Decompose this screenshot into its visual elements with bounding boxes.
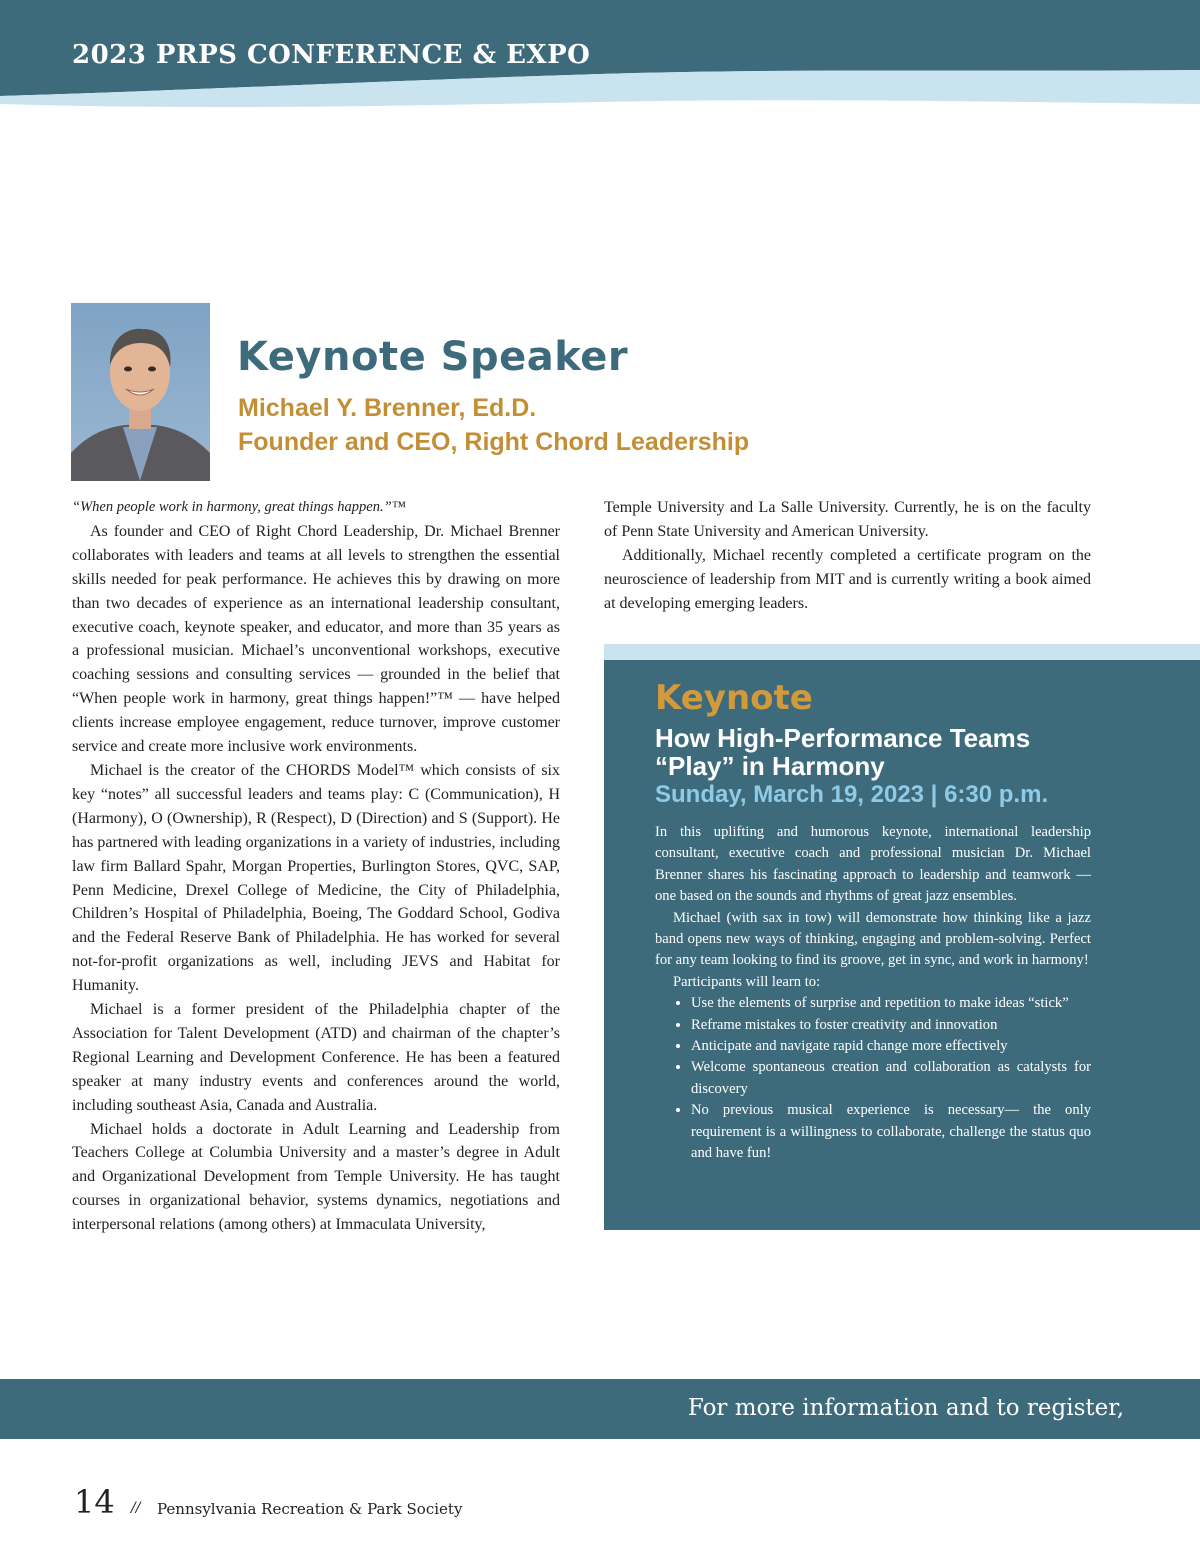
- keynote-title: How High-Performance Teams “Play” in Harmony: [655, 723, 1031, 781]
- keynote-session-box: [604, 644, 1200, 1230]
- register-cta: For more information and to register,: [687, 1395, 1124, 1421]
- bio-paragraph: Michael is a former president of the Philadelphia chapter of the Association for Talent Development (ATD) and chairman of the chapter’s Regional Learning and Development Conference. He has been a featured speaker at many industry events and conferences around the world, including southeast Asia, Canada and Australia.: [72, 1001, 560, 1114]
- list-item: • Welcome spontaneous creation and collaboration as catalysts for discovery: [691, 1057, 1091, 1100]
- bio-right-column: [604, 496, 1091, 616]
- bio-paragraph: Michael holds a doctorate in Adult Learning and Leadership from Teachers College at Columbia University and a master’s degree in Adult and Organizational Development from Temple University. He has taught courses in organizational behavior, systems dynamics, negotiations and interpersonal relations (among others) at Immaculata University,: [72, 1120, 560, 1234]
- keynote-datetime: Sunday, March 19, 2023 | 6:30 p.m.: [655, 781, 1049, 808]
- bio-paragraph: Temple University and La Salle University. Currently, he is on the faculty of Penn State University and American University.: [604, 499, 1091, 540]
- speaker-role: Founder and CEO, Right Chord Leadership: [238, 428, 750, 456]
- list-item: • Use the elements of surprise and repetition to make ideas “stick”: [691, 993, 1091, 1014]
- bio-paragraph: Michael is the creator of the CHORDS Model™ which consists of six key “notes” all successful leaders and teams play: C (Communication), H (Harmony), O (Ownership), R (Respect), D (Direction) and S (Support). He has partnered with leading organizations in a variety of industries, including law firm Ballard Spahr, Morgan Properties, Burlington Stores, QVC, SAP, Penn Medicine, Drexel College of Medicine, the City of Philadelphia, Children’s Hospital of Philadelphia, Boeing, The Goddard School, Godiva and the Federal Reserve Bank of Philadelphia. He has worked for several not-for-profit organizations as well, including JEVS and Habitat for Humanity.: [72, 761, 560, 995]
- list-item: • Anticipate and navigate rapid change more effectively: [691, 1036, 1091, 1057]
- keynote-speaker-heading: Keynote Speaker: [237, 334, 629, 380]
- conference-title: 2023 PRPS CONFERENCE & EXPO: [72, 40, 591, 70]
- bio-paragraph: As founder and CEO of Right Chord Leadership, Dr. Michael Brenner collaborates with leaders and teams at all levels to strengthen the essential skills needed for peak performance. He achieves this by drawing on more than two decades of experience as an international leadership consultant, executive coach, keynote speaker, and educator, and more than 35 years as a professional musician. Michael’s unconventional workshops, executive coaching sessions and consulting services — grounded in the belief that “When people work in harmony, great things happen!”™ — have helped clients increase employee engagement, reduce turnover, improve customer service and create more inclusive work environments.: [72, 522, 560, 756]
- publication-name: Pennsylvania Recreation & Park Society: [157, 1500, 463, 1518]
- bio-left-column: [72, 496, 560, 1237]
- bio-quote: “When people work in harmony, great things happen.”™: [72, 499, 406, 515]
- learn-list: [655, 993, 1091, 1164]
- list-item: • No previous musical experience is necessary— the only requirement is a willingness to collaborate, challenge the status quo and have fun!: [691, 1100, 1091, 1164]
- page-number: 14: [74, 1483, 115, 1521]
- keynote-intro: In this uplifting and humorous keynote, international leadership consultant, executive coach and professional musician Dr. Michael Brenner shares his fascinating approach to leadership and teamwork — one based on the sounds and rhythms of great jazz ensembles.: [655, 824, 1091, 905]
- keynote-description: [655, 822, 1091, 1165]
- page-separator: //: [131, 1500, 141, 1516]
- keynote-demo: Michael (with sax in tow) will demonstrate how thinking like a jazz band opens new ways of thinking, engaging and problem-solving. Perfect for any team looking to find its groove, get in sync, and work in harmony!: [655, 909, 1091, 969]
- register-banner: [0, 1379, 1200, 1439]
- learn-intro: Participants will learn to:: [673, 973, 821, 990]
- list-item: • Reframe mistakes to foster creativity and innovation: [691, 1015, 1091, 1036]
- speaker-name: Michael Y. Brenner, Ed.D.: [238, 394, 537, 422]
- speaker-portrait-image: [71, 303, 210, 481]
- page-header: [0, 0, 1200, 130]
- keynote-label: Keynote: [655, 678, 813, 718]
- bio-paragraph: Additionally, Michael recently completed a certificate program on the neuroscience of leadership from MIT and is currently writing a book aimed at developing emerging leaders.: [604, 547, 1091, 612]
- speaker-photo: [71, 303, 210, 481]
